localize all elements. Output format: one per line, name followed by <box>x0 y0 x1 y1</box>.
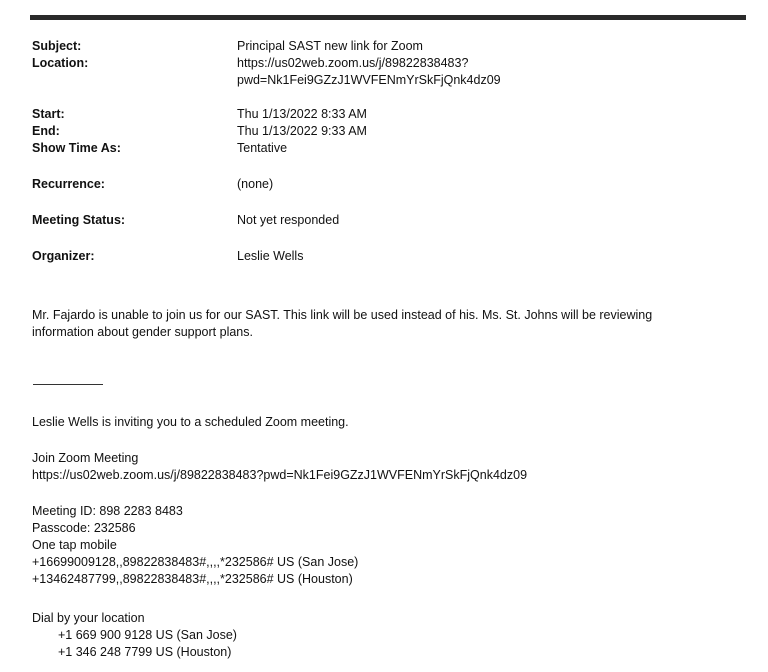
end-value: Thu 1/13/2022 9:33 AM <box>237 124 367 138</box>
dial-san-jose: +1 669 900 9128 US (San Jose) <box>58 628 237 642</box>
subject-value: Principal SAST new link for Zoom <box>237 39 423 53</box>
meeting-id: Meeting ID: 898 2283 8483 <box>32 504 183 518</box>
organizer-value: Leslie Wells <box>237 249 304 263</box>
invite-intro: Leslie Wells is inviting you to a scheduled Zoom meeting. <box>32 415 349 429</box>
header-rule <box>30 15 746 20</box>
join-link[interactable]: https://us02web.zoom.us/j/89822838483?pwd=Nk1Fei9GZzJ1WVFENmYrSkFjQnk4dz09 <box>32 468 528 482</box>
show-time-as-value: Tentative <box>237 141 288 155</box>
meeting-status-label: Meeting Status: <box>32 213 126 227</box>
meeting-status-value: Not yet responded <box>237 213 340 227</box>
show-time-as-label: Show Time As: <box>32 141 121 155</box>
location-label: Location: <box>32 56 89 70</box>
separator-line <box>33 384 103 385</box>
location-value-line-2: pwd=Nk1Fei9GZzJ1WVFENmYrSkFjQnk4dz09 <box>237 73 501 87</box>
message-line-2: information about gender support plans. <box>32 325 253 339</box>
organizer-label: Organizer: <box>32 249 95 263</box>
start-row <box>32 106 732 123</box>
subject-label: Subject: <box>32 39 82 53</box>
message-body <box>32 307 732 341</box>
location-value-line-1: https://us02web.zoom.us/j/89822838483? <box>237 56 469 70</box>
recurrence-row <box>32 176 732 193</box>
meeting-status-row <box>32 212 732 229</box>
location-value <box>237 55 732 89</box>
dial-section <box>32 610 732 661</box>
meeting-details <box>32 38 732 265</box>
join-section <box>32 450 732 484</box>
organizer-row <box>32 248 732 265</box>
location-row <box>32 55 732 89</box>
dial-heading: Dial by your location <box>32 611 145 625</box>
start-value: Thu 1/13/2022 8:33 AM <box>237 107 367 121</box>
message-line-1: Mr. Fajardo is unable to join us for our SAST. This link will be used instead of his. Ms. St. Johns will be reviewing <box>32 308 653 322</box>
end-label: End: <box>32 124 60 138</box>
show-time-as-row <box>32 140 732 157</box>
one-tap-san-jose[interactable]: +16699009128,,89822838483#,,,,*232586# US (San Jose) <box>32 555 359 569</box>
start-label: Start: <box>32 107 65 121</box>
meeting-credentials <box>32 503 732 588</box>
subject-row <box>32 38 732 55</box>
recurrence-value: (none) <box>237 177 274 191</box>
one-tap-heading: One tap mobile <box>32 538 117 552</box>
end-row <box>32 123 732 140</box>
passcode: Passcode: 232586 <box>32 521 136 535</box>
one-tap-houston[interactable]: +13462487799,,89822838483#,,,,*232586# US (Houston) <box>32 572 353 586</box>
recurrence-label: Recurrence: <box>32 177 105 191</box>
join-heading: Join Zoom Meeting <box>32 451 139 465</box>
dial-houston: +1 346 248 7799 US (Houston) <box>58 645 232 659</box>
